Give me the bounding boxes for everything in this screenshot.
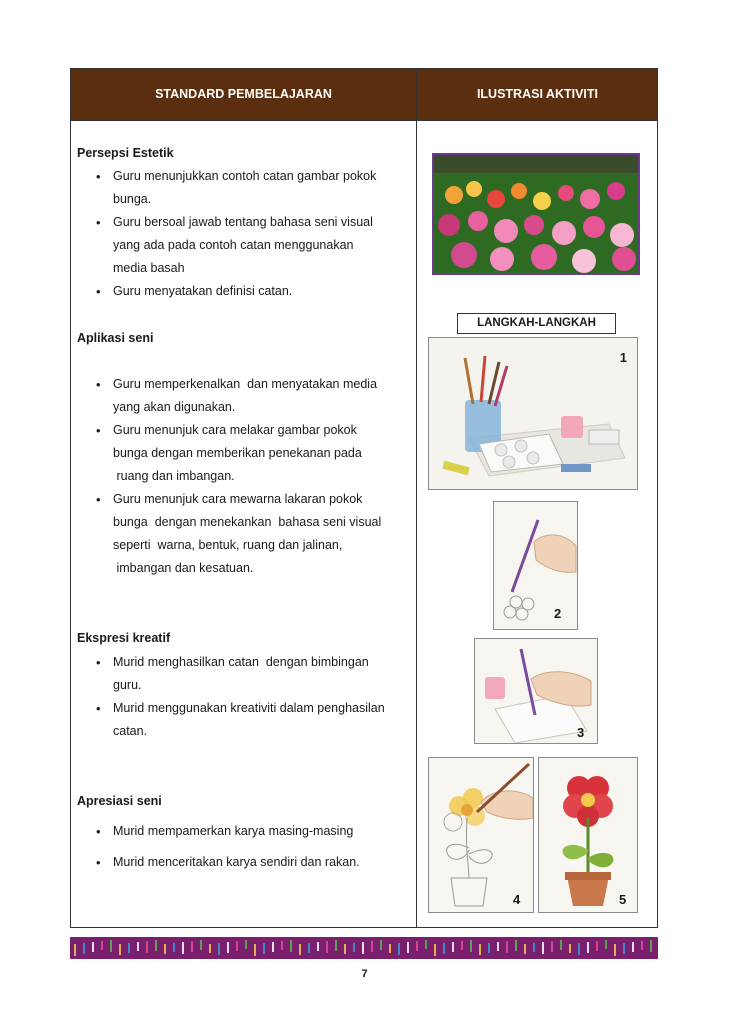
step-number-1: 1 xyxy=(619,350,627,365)
list-item xyxy=(77,373,381,419)
step-4-image xyxy=(428,757,534,913)
list-item-line: imbangan dan kesatuan. xyxy=(113,561,254,575)
header-standard: STANDARD PEMBELAJARAN xyxy=(155,87,332,101)
sketching-hand-icon xyxy=(494,502,577,629)
header-illustration: ILUSTRASI AKTIVITI xyxy=(476,87,599,101)
list-item xyxy=(77,851,360,874)
list-item-line: • Murid menghasilkan catan dengan bimbingan xyxy=(113,655,369,669)
list-item-line: • Guru menyatakan definisi catan. xyxy=(113,284,293,298)
coloring-flower-icon xyxy=(429,758,533,912)
list-item-line: bunga dengan memberikan penekanan pada xyxy=(113,446,362,460)
step-3-image xyxy=(474,638,598,744)
list-item-line: • Guru menunjukkan contoh catan gambar pokok xyxy=(113,169,377,183)
step-number-3: 3 xyxy=(577,725,585,740)
list-item-line: media basah xyxy=(113,261,185,275)
list-persepsi xyxy=(77,165,376,303)
list-item-line: bunga dengan menekankan bahasa seni visual xyxy=(113,515,382,529)
flower-garden-icon xyxy=(434,155,638,273)
list-item xyxy=(77,697,385,743)
section-title-aplikasi: Aplikasi seni xyxy=(77,331,154,345)
list-item xyxy=(77,651,385,697)
list-item-line: yang ada pada contoh catan menggunakan xyxy=(113,238,354,252)
page-number: 7 xyxy=(361,968,368,980)
list-item xyxy=(77,419,381,488)
list-item-line: • Murid menggunakan kreativiti dalam penghasilan xyxy=(113,701,385,715)
band-pattern-icon xyxy=(70,937,658,959)
list-item-line: • Murid mempamerkan karya masing-masing xyxy=(113,824,354,838)
section-title-ekspresi: Ekspresi kreatif xyxy=(77,631,171,645)
steps-label: LANGKAH-LANGKAH xyxy=(457,313,616,334)
step-number-5: 5 xyxy=(619,892,627,907)
step-number-4: 4 xyxy=(513,892,521,907)
list-item-line: ruang dan imbangan. xyxy=(113,469,235,483)
step-number-2: 2 xyxy=(554,606,562,621)
decorative-band xyxy=(70,937,658,959)
step-5-image xyxy=(538,757,638,913)
table-header xyxy=(71,69,657,120)
list-item-line: • Murid menceritakan karya sendiri dan rakan. xyxy=(113,855,360,869)
list-item-line: • Guru memperkenalkan dan menyatakan media xyxy=(113,377,378,391)
list-item-line: bunga. xyxy=(113,192,152,206)
step-2-image xyxy=(493,501,578,630)
list-item-line: • Guru menunjuk cara mewarna lakaran pokok xyxy=(113,492,363,506)
list-apresiasi xyxy=(77,820,360,882)
list-item xyxy=(77,165,376,211)
step-1-image xyxy=(428,337,638,490)
list-item-line: seperti warna, bentuk, ruang dan jalinan, xyxy=(113,538,343,552)
list-ekspresi xyxy=(77,651,385,743)
list-item xyxy=(77,211,376,280)
list-item-line: • Guru bersoal jawab tentang bahasa seni visual xyxy=(113,215,373,229)
list-item xyxy=(77,820,360,843)
list-item xyxy=(77,488,381,580)
finished-flower-icon xyxy=(539,758,637,912)
list-item-line: guru. xyxy=(113,678,142,692)
column-divider xyxy=(416,69,417,927)
paint-supplies-icon xyxy=(429,338,637,489)
list-item-line: yang akan digunakan. xyxy=(113,400,236,414)
list-item-line: catan. xyxy=(113,724,148,738)
list-item xyxy=(77,280,376,303)
section-title-persepsi: Persepsi Estetik xyxy=(77,146,174,160)
flower-garden-image xyxy=(432,153,640,275)
list-aplikasi xyxy=(77,373,381,580)
section-title-apresiasi: Apresiasi seni xyxy=(77,794,162,808)
header-divider xyxy=(71,120,657,121)
list-item-line: • Guru menunjuk cara melakar gambar pokok xyxy=(113,423,357,437)
